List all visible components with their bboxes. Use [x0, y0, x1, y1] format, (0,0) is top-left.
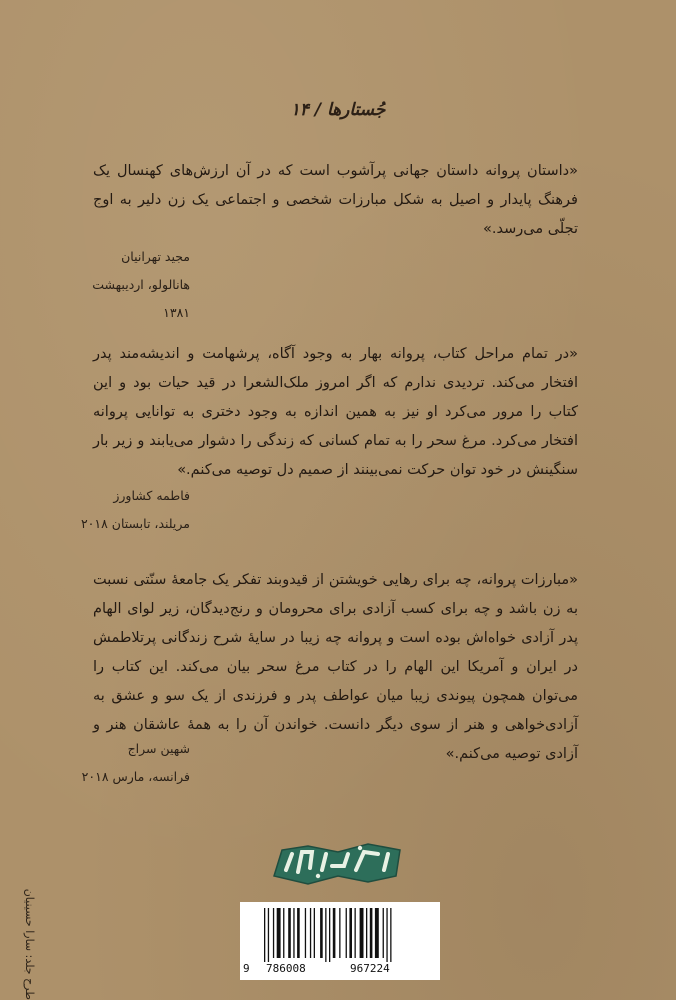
quote-text: «در تمام مراحل کتاب، پروانه بهار به وجود آگاه، پرشهامت و اندیشه‌مند پدر افتخار می‌کند. تردیدی ندارم که اگر امروز ملک‌الشعرا در قید حیات بود و این کتاب را مرور می‌کرد او نیز به همین اندازه به وجود دختری به توانایی پروانه افتخار می‌کرد. مرغ سحر را به تمام کسانی که زندگی را دشوار می‌یابند و زیر بار سنگینش در خود توان حرکت نمی‌بینند از صمیم دل توصیه می‌کنم.»: [93, 346, 578, 478]
barcode-bar: [339, 908, 340, 958]
barcode-bar: [293, 908, 294, 958]
quote-1: [93, 157, 578, 244]
barcode-bar: [273, 908, 274, 958]
barcode-left-group: 786008: [266, 962, 306, 975]
barcode-bar: [366, 908, 367, 958]
isbn-barcode: [240, 902, 440, 980]
barcode-bar: [288, 908, 291, 958]
quote-place-date: هانالولو، اردیبهشت ۱۳۸۱: [92, 277, 190, 320]
quote-2: [93, 340, 578, 485]
barcode-bar: [320, 908, 323, 958]
series-label: جُستارها / ۱۴: [290, 100, 386, 120]
barcode-bar: [333, 908, 336, 958]
quote-3-attribution: [70, 735, 190, 791]
quote-2-attribution: [70, 482, 190, 538]
quote-1-attribution: [70, 243, 190, 327]
quote-author: مجید تهرانیان: [121, 249, 190, 264]
barcode-bar: [349, 908, 352, 958]
barcode-lead-digit: 9: [243, 962, 250, 975]
barcode-bar: [346, 908, 347, 958]
barcode-bar: [268, 908, 269, 962]
quote-author: فاطمه کشاورز: [113, 488, 190, 503]
barcode-bar: [283, 908, 284, 958]
barcode-bar: [355, 908, 356, 958]
barcode-bar: [383, 908, 384, 958]
barcode-bar: [325, 908, 326, 962]
quote-author: شهین سراج: [127, 741, 190, 756]
barcode-right-group: 967224: [350, 962, 390, 975]
cover-designer-credit: طرح جلد: سارا حسینیان: [23, 888, 36, 1000]
barcode-bar: [390, 908, 391, 962]
quote-place-date: مریلند، تابستان ۲۰۱۸: [80, 516, 190, 531]
quote-place-date: فرانسه، مارس ۲۰۱۸: [81, 769, 190, 784]
barcode-digits: [240, 962, 440, 978]
barcode-bars: [250, 906, 430, 962]
barcode-bar: [370, 908, 373, 958]
barcode-bar: [277, 908, 281, 958]
barcode-bar: [360, 908, 364, 958]
barcode-bar: [264, 908, 265, 962]
quote-text: «مبارزات پروانه، چه برای رهایی خویشتن از قیدوبند تفکر یک جامعهٔ سنّتی نسبت به زن باشد و چه برای کسب آزادی برای محرومان و رنج‌دیدگان، زیر لوای الهام پدر آزادی خواه‌اش بوده است و پروانه چه زیبا در سایهٔ شرح زندگانی پرتلاطمش در ایران و آمریکا این الهام را در کتاب مرغ سحر بیان می‌کند. این کتاب را می‌توان همچون پیوندی زیبا میان عواطف پدر و فرزندی از یک سو و عشق به آزادی‌خواهی و هنر از سوی دیگر دانست. خواندن آن را به همهٔ عاشقان هنر و آزادی توصیه می‌کنم.»: [93, 572, 578, 762]
barcode-bar: [310, 908, 311, 958]
barcode-bar: [386, 908, 387, 962]
barcode-bar: [314, 908, 315, 958]
publisher-logo: [268, 836, 408, 890]
barcode-bar: [329, 908, 330, 962]
barcode-bar: [375, 908, 379, 958]
barcode-bar: [297, 908, 300, 958]
barcode-bar: [305, 908, 306, 958]
quote-text: «داستان پروانه داستان جهانی پرآشوب است که در آن ارزش‌های کهنسال یک فرهنگ پایدار و اصیل به شکل مبارزات شخصی و اجتماعی یک زن دلیر به اوج تجلّی می‌رسد.»: [93, 163, 578, 237]
